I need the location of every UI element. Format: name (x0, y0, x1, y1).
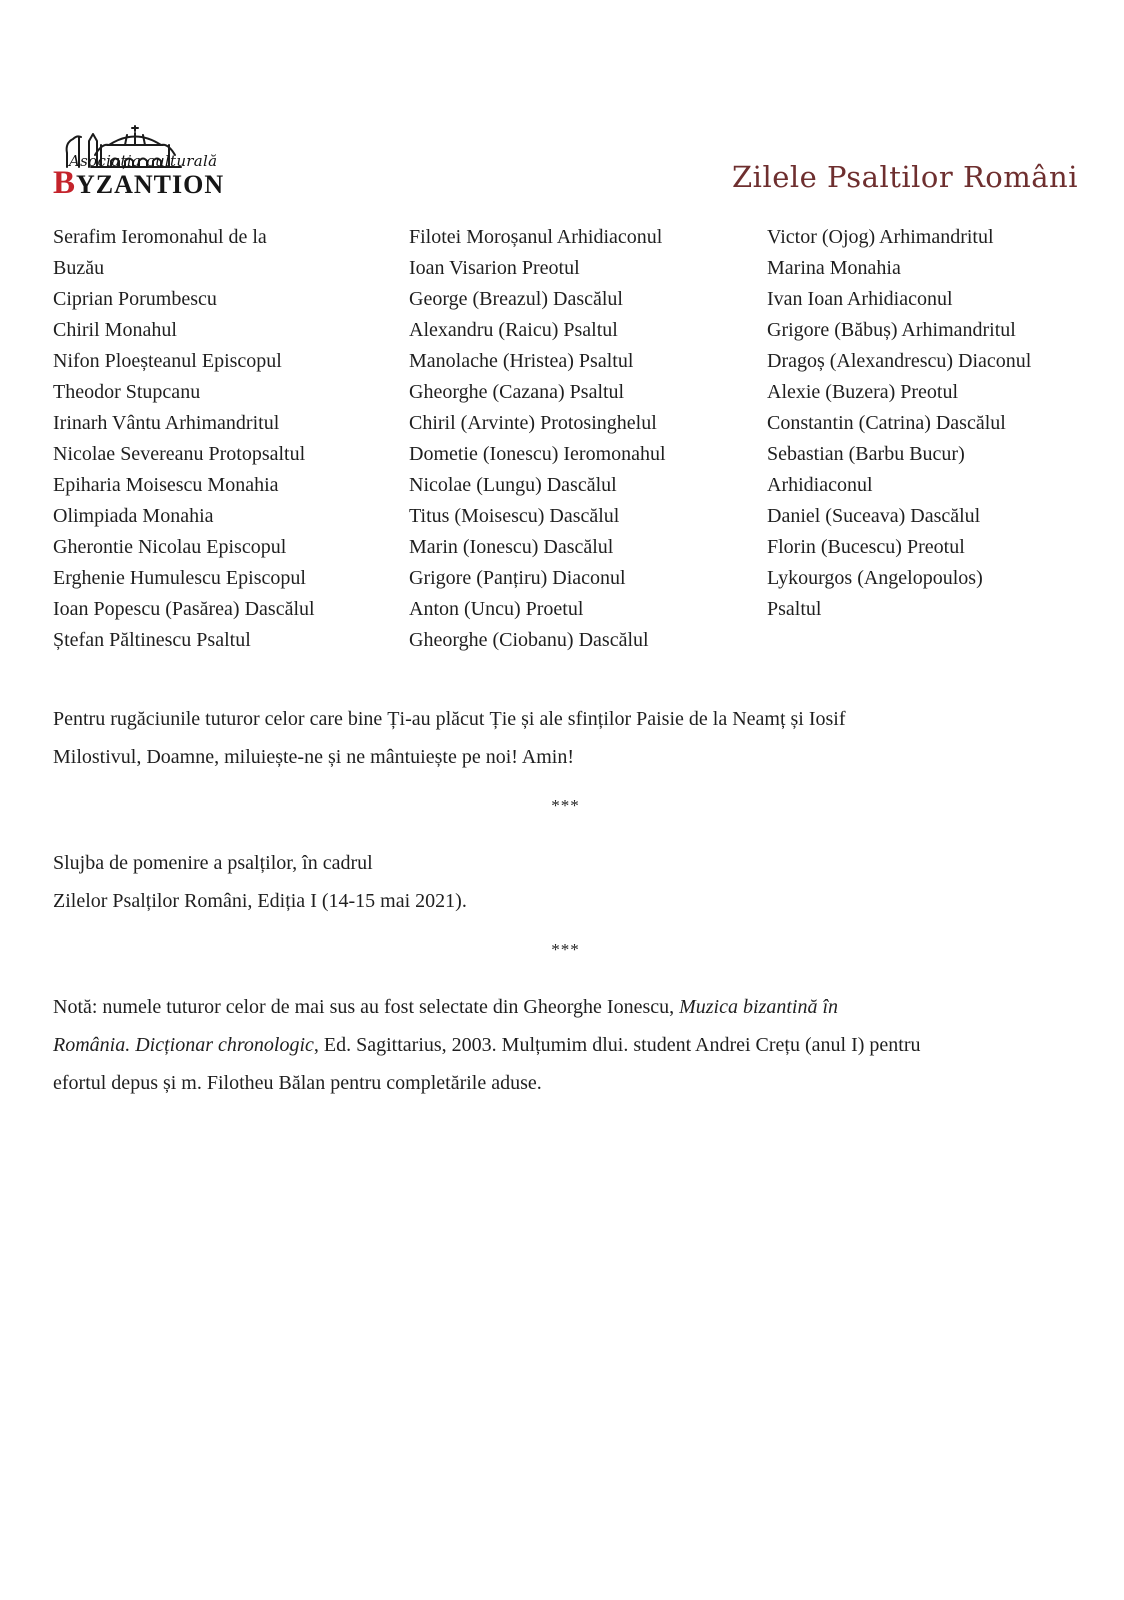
prayer-line: Pentru rugăciunile tuturor celor care bine Ți-au plăcut Ție și ale sfinților Paisie de la Neamț și Iosif (53, 708, 846, 730)
names-column-1 (53, 222, 409, 656)
logo-tagline: Asociația culturală (69, 152, 218, 170)
names-column-3 (767, 222, 1078, 656)
byzantion-logo (53, 128, 253, 201)
name-line: Dometie (Ionescu) Ieromonahul (409, 443, 666, 465)
name-line: Marina Monahia (767, 257, 901, 279)
note-line (53, 1026, 1078, 1064)
name-line: Buzău (53, 257, 105, 279)
name-line: Arhidiaconul (767, 474, 873, 496)
name-line: Sebastian (Barbu Bucur) (767, 443, 965, 465)
note-line (53, 988, 1078, 1026)
name-line: Daniel (Suceava) Dascălul (767, 505, 981, 527)
name-line: Grigore (Panțiru) Diaconul (409, 567, 626, 589)
note-paragraph (53, 988, 1078, 1102)
name-line: Victor (Ojog) Arhimandritul (767, 226, 994, 248)
name-line: Grigore (Băbuș) Arhimandritul (767, 319, 1016, 341)
name-line: Ioan Visarion Preotul (409, 257, 580, 279)
name-line: Chiril (Arvinte) Protosinghelul (409, 412, 657, 434)
name-line: Ștefan Păltinescu Psaltul (53, 629, 251, 651)
service-line: Zilelor Psalților Români, Ediția I (14-15 mai 2021). (53, 890, 467, 912)
name-line: Psaltul (767, 598, 822, 620)
name-line: Ioan Popescu (Pasărea) Dascălul (53, 598, 315, 620)
name-line: Alexie (Buzera) Preotul (767, 381, 959, 403)
name-line: Filotei Moroșanul Arhidiaconul (409, 226, 663, 248)
name-line: Constantin (Catrina) Dascălul (767, 412, 1006, 434)
name-line: Nicolae (Lungu) Dascălul (409, 474, 617, 496)
logo-wordmark (53, 167, 224, 200)
name-line: Florin (Bucescu) Preotul (767, 536, 965, 558)
name-line: Theodor Stupcanu (53, 381, 201, 403)
prayer-line: Milostivul, Doamne, miluiește-ne și ne mântuiește pe noi! Amin! (53, 746, 575, 768)
name-line: Lykourgos (Angelopoulos) (767, 567, 983, 589)
name-line: Ivan Ioan Arhidiaconul (767, 288, 953, 310)
note-book-title: România. Dicționar chronologic (53, 1034, 314, 1056)
separator-asterisks: *** (551, 796, 580, 815)
name-line: Olimpiada Monahia (53, 505, 214, 527)
name-line: Serafim Ieromonahul de la (53, 226, 267, 248)
name-line: Manolache (Hristea) Psaltul (409, 350, 634, 372)
name-line: Titus (Moisescu) Dascălul (409, 505, 620, 527)
prayer-paragraph (53, 700, 1078, 776)
name-line: Dragoș (Alexandrescu) Diaconul (767, 350, 1032, 372)
name-line: Nifon Ploeșteanul Episcopul (53, 350, 282, 372)
separator-asterisks: *** (551, 940, 580, 959)
name-line: Gheorghe (Cazana) Psaltul (409, 381, 625, 403)
name-line: Anton (Uncu) Proetul (409, 598, 584, 620)
name-line: Epiharia Moisescu Monahia (53, 474, 279, 496)
note-text: , Ed. Sagittarius, 2003. Mulțumim dlui. student Andrei Crețu (anul I) pentru (313, 1034, 921, 1056)
note-line (53, 1064, 1078, 1102)
name-line: Erghenie Humulescu Episcopul (53, 567, 306, 589)
name-line: Gherontie Nicolau Episcopul (53, 536, 287, 558)
name-line: Ciprian Porumbescu (53, 288, 217, 310)
note-book-title: Muzica bizantină în (679, 996, 838, 1018)
name-line: Alexandru (Raicu) Psaltul (409, 319, 618, 341)
name-line: Marin (Ionescu) Dascălul (409, 536, 614, 558)
note-text: efortul depus și m. Filotheu Bălan pentru completările aduse. (53, 1072, 542, 1094)
logo-initial-letter: B (53, 165, 77, 201)
service-paragraph (53, 844, 1078, 920)
note-text: Notă: numele tuturor celor de mai sus au fost selectate din Gheorghe Ionescu, (53, 996, 680, 1018)
page-title: Zilele Psaltilor Români (732, 160, 1078, 194)
service-line: Slujba de pomenire a psalților, în cadrul (53, 852, 373, 874)
name-line: Nicolae Severeanu Protopsaltul (53, 443, 306, 465)
names-column-2 (409, 222, 767, 656)
logo-wordmark-rest: YZANTION (76, 170, 225, 199)
name-line: Chiril Monahul (53, 319, 177, 341)
name-line: Gheorghe (Ciobanu) Dascălul (409, 629, 649, 651)
name-line: Irinarh Vântu Arhimandritul (53, 412, 280, 434)
header (53, 128, 1078, 201)
name-line: George (Breazul) Dascălul (409, 288, 623, 310)
names-columns (53, 222, 1078, 656)
